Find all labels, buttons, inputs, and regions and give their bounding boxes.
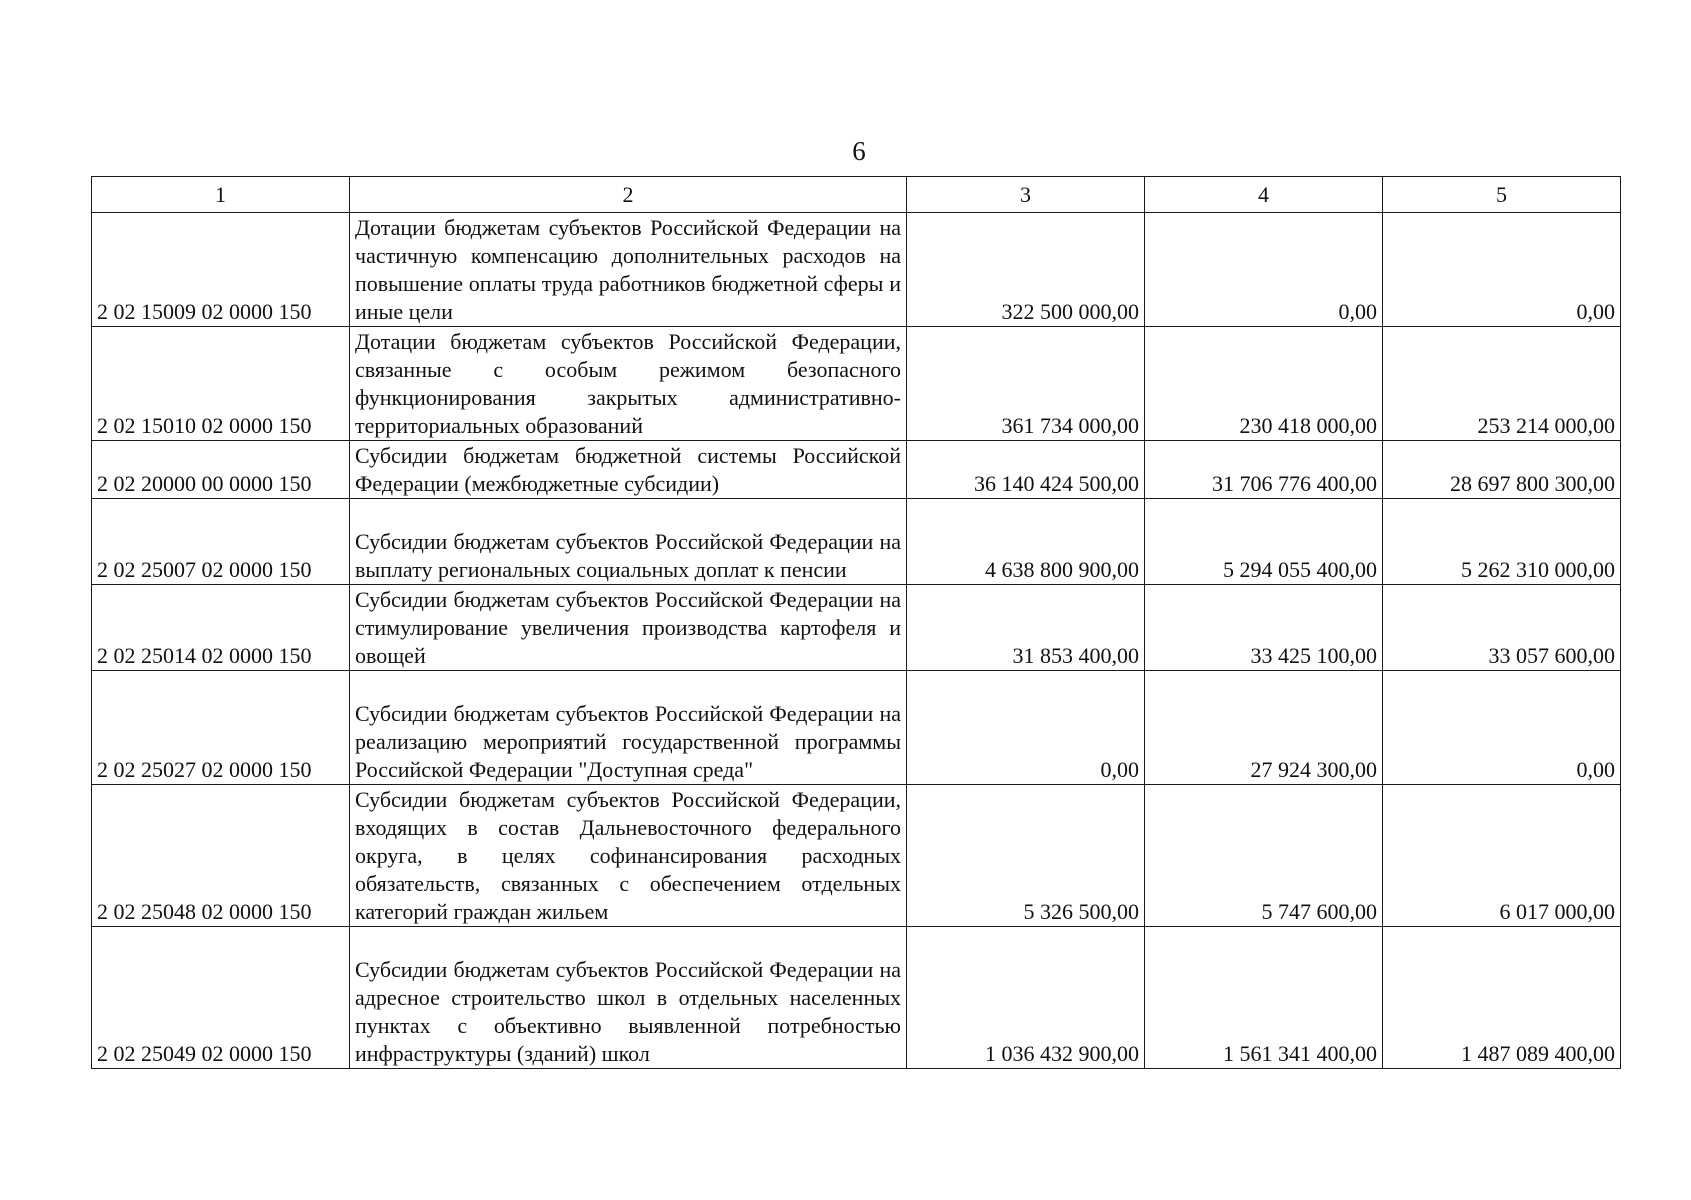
row-value-col5: 1 487 089 400,00 xyxy=(1383,927,1621,1069)
table-row xyxy=(92,441,1621,499)
table-row xyxy=(92,327,1621,441)
row-value-col4: 0,00 xyxy=(1145,213,1383,327)
row-code: 2 02 25048 02 0000 150 xyxy=(92,785,350,927)
row-value-col3: 4 638 800 900,00 xyxy=(907,499,1145,585)
row-value-col3: 0,00 xyxy=(907,671,1145,785)
row-value-col4: 5 747 600,00 xyxy=(1145,785,1383,927)
row-value-col3: 5 326 500,00 xyxy=(907,785,1145,927)
table-row xyxy=(92,927,1621,1069)
table-row xyxy=(92,585,1621,671)
table-row xyxy=(92,499,1621,585)
row-value-col5: 6 017 000,00 xyxy=(1383,785,1621,927)
row-value-col3: 322 500 000,00 xyxy=(907,213,1145,327)
row-description: Дотации бюджетам субъектов Российской Федерации, связанные с особым режимом безопасного функционирования закрытых административно-территориальных образований xyxy=(350,327,907,441)
row-code: 2 02 15009 02 0000 150 xyxy=(92,213,350,327)
row-code: 2 02 25014 02 0000 150 xyxy=(92,585,350,671)
row-code: 2 02 20000 00 0000 150 xyxy=(92,441,350,499)
row-value-col3: 31 853 400,00 xyxy=(907,585,1145,671)
row-description: Субсидии бюджетам субъектов Российской Федерации на стимулирование увеличения производства картофеля и овощей xyxy=(350,585,907,671)
table-row xyxy=(92,785,1621,927)
column-header-2: 2 xyxy=(350,177,907,213)
column-header-1: 1 xyxy=(92,177,350,213)
row-code: 2 02 25049 02 0000 150 xyxy=(92,927,350,1069)
column-header-4: 4 xyxy=(1145,177,1383,213)
row-value-col5: 0,00 xyxy=(1383,213,1621,327)
row-value-col4: 5 294 055 400,00 xyxy=(1145,499,1383,585)
row-value-col4: 27 924 300,00 xyxy=(1145,671,1383,785)
row-value-col5: 5 262 310 000,00 xyxy=(1383,499,1621,585)
row-code: 2 02 15010 02 0000 150 xyxy=(92,327,350,441)
row-value-col3: 361 734 000,00 xyxy=(907,327,1145,441)
table-header-row xyxy=(92,177,1621,213)
page-number: 6 xyxy=(852,136,866,166)
row-description: Субсидии бюджетам субъектов Российской Федерации, входящих в состав Дальневосточного федерального округа, в целях софинансирования расходных обязательств, связанных с обеспечением отдельных категорий граждан жильем xyxy=(350,785,907,927)
row-value-col4: 31 706 776 400,00 xyxy=(1145,441,1383,499)
row-description: Субсидии бюджетам субъектов Российской Федерации на реализацию мероприятий государственной программы Российской Федерации "Доступная среда" xyxy=(350,671,907,785)
row-value-col5: 33 057 600,00 xyxy=(1383,585,1621,671)
row-value-col5: 28 697 800 300,00 xyxy=(1383,441,1621,499)
table-row xyxy=(92,671,1621,785)
row-value-col4: 33 425 100,00 xyxy=(1145,585,1383,671)
column-header-5: 5 xyxy=(1383,177,1621,213)
row-value-col3: 1 036 432 900,00 xyxy=(907,927,1145,1069)
row-value-col4: 1 561 341 400,00 xyxy=(1145,927,1383,1069)
row-description: Субсидии бюджетам бюджетной системы Российской Федерации (межбюджетные субсидии) xyxy=(350,441,907,499)
column-header-3: 3 xyxy=(907,177,1145,213)
row-description: Субсидии бюджетам субъектов Российской Федерации на адресное строительство школ в отдельных населенных пунктах с объективно выявленной потребностью инфраструктуры (зданий) школ xyxy=(350,927,907,1069)
row-code: 2 02 25027 02 0000 150 xyxy=(92,671,350,785)
row-value-col3: 36 140 424 500,00 xyxy=(907,441,1145,499)
row-code: 2 02 25007 02 0000 150 xyxy=(92,499,350,585)
row-description: Дотации бюджетам субъектов Российской Федерации на частичную компенсацию дополнительных расходов на повышение оплаты труда работников бюджетной сферы и иные цели xyxy=(350,213,907,327)
row-value-col4: 230 418 000,00 xyxy=(1145,327,1383,441)
row-value-col5: 0,00 xyxy=(1383,671,1621,785)
row-description: Субсидии бюджетам субъектов Российской Федерации на выплату региональных социальных доплат к пенсии xyxy=(350,499,907,585)
budget-revenue-table xyxy=(91,176,1621,1069)
row-value-col5: 253 214 000,00 xyxy=(1383,327,1621,441)
table-row xyxy=(92,213,1621,327)
